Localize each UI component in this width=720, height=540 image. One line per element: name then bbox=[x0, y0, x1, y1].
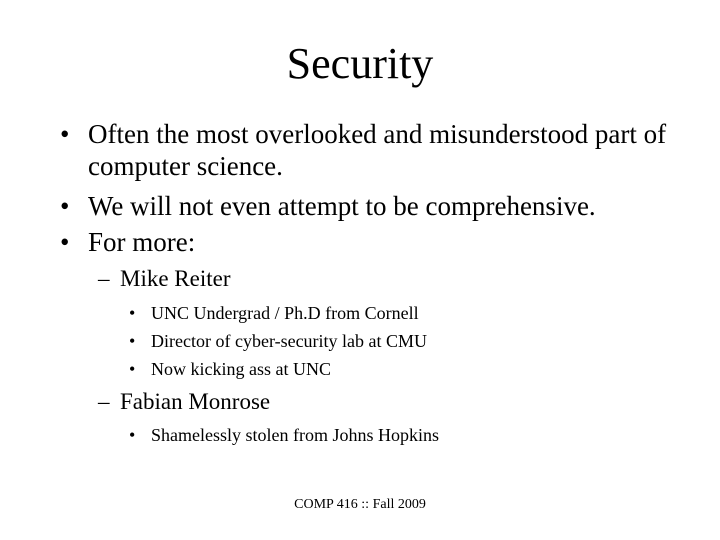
bullet-marker: • bbox=[60, 119, 70, 149]
detail-text: UNC Undergrad / Ph.D from Cornell bbox=[151, 303, 419, 323]
bullet-marker: • bbox=[129, 359, 136, 379]
bullet-marker: • bbox=[129, 331, 136, 351]
bullet-marker: • bbox=[129, 303, 136, 323]
person-name: Fabian Monrose bbox=[120, 389, 271, 414]
bullet-item bbox=[60, 118, 680, 182]
slide-footer: COMP 416 :: Fall 2009 bbox=[294, 497, 426, 512]
dash-marker: – bbox=[98, 389, 110, 414]
person-name: Mike Reiter bbox=[120, 266, 231, 291]
detail-item bbox=[129, 358, 649, 380]
detail-item bbox=[129, 330, 649, 352]
bullet-text: For more: bbox=[88, 227, 196, 257]
detail-text: Director of cyber-security lab at CMU bbox=[151, 331, 428, 351]
bullet-marker: • bbox=[60, 227, 70, 257]
bullet-marker: • bbox=[60, 191, 70, 221]
sub-bullet-item bbox=[98, 265, 658, 293]
detail-item bbox=[129, 302, 649, 324]
dash-marker: – bbox=[98, 266, 110, 291]
sub-bullet-item bbox=[98, 388, 658, 416]
detail-text: Now kicking ass at UNC bbox=[151, 359, 331, 379]
bullet-marker: • bbox=[129, 425, 136, 445]
bullet-item bbox=[60, 190, 680, 222]
bullet-item bbox=[60, 226, 680, 258]
slide-title: Security bbox=[286, 39, 434, 88]
detail-text: Shamelessly stolen from Johns Hopkins bbox=[151, 425, 439, 445]
bullet-text: We will not even attempt to be comprehensive. bbox=[88, 191, 596, 221]
bullet-text: Often the most overlooked and misunderstood part of computer science. bbox=[88, 119, 667, 181]
detail-item bbox=[129, 424, 649, 446]
